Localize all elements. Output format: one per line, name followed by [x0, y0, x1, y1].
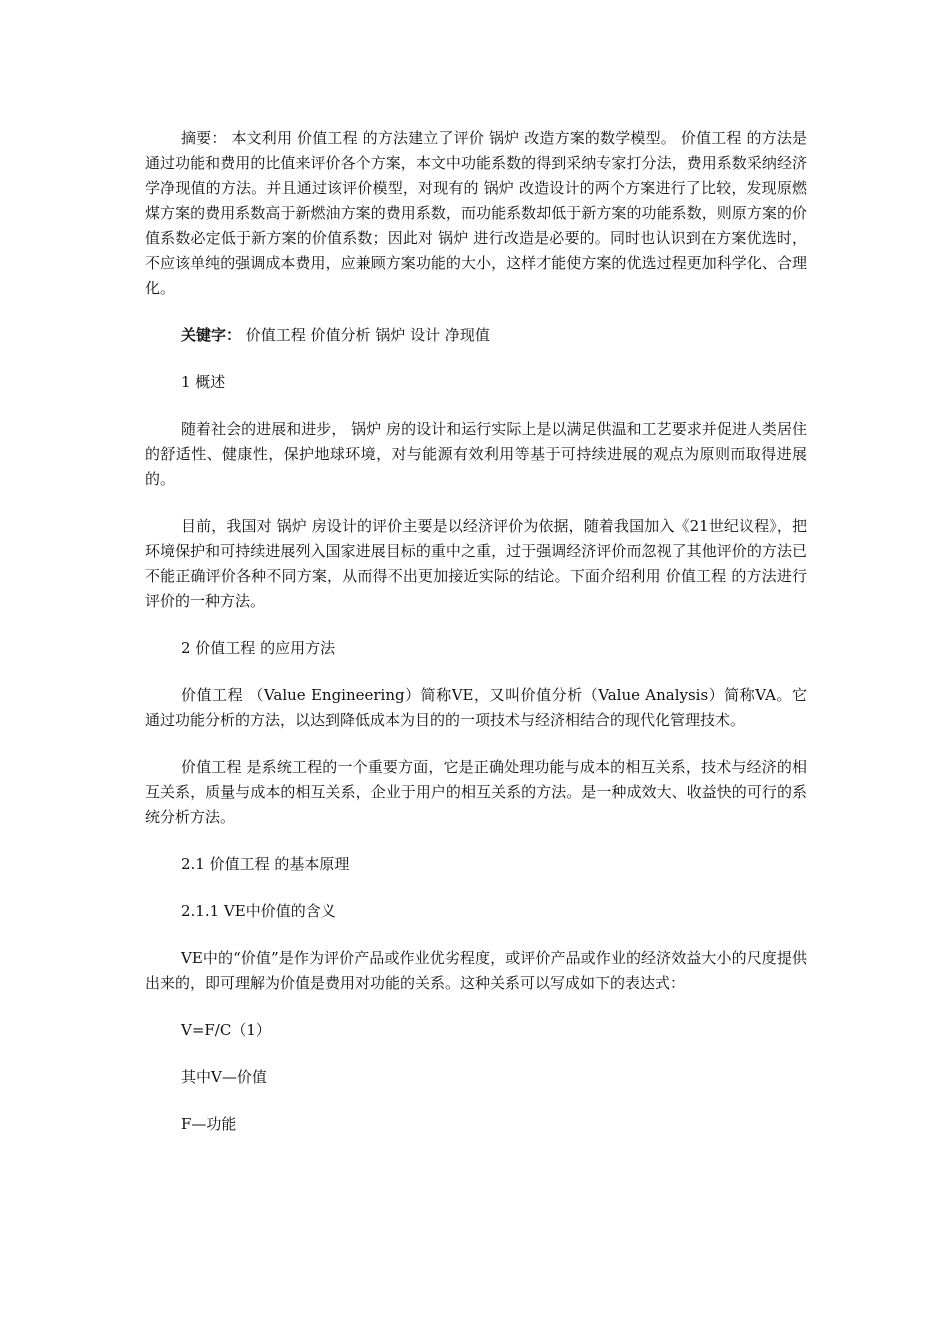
section-1-paragraph-1: 随着社会的进展和进步， 锅炉 房的设计和运行实际上是以满足供温和工艺要求并促进人类居住的舒适性、健康性，保护地球环境，对与能源有效利用等基于可持续进展的观点为原则而取得进展的。 [145, 420, 807, 488]
abstract-label: 摘要： [181, 129, 227, 147]
section-2-paragraph-1: 价值工程 （Value Engineering）简称VE，又叫价值分析（Value Analysis）简称VA。它通过功能分析的方法，以达到降低成本为目的的一项技术与经济相结合的现代化管理技术。 [145, 686, 807, 729]
section-2-paragraph-2: 价值工程 是系统工程的一个重要方面，它是正确处理功能与成本的相互关系，技术与经济的相互关系，质量与成本的相互关系，企业于用户的相互关系的方法。是一种成效大、收益快的可行的系统分析方法。 [145, 758, 807, 826]
keywords-label: 关键字： [181, 326, 242, 344]
section-2-1-title: 2.1 价值工程 的基本原理 [181, 855, 350, 873]
value-formula: V=F/C（1） [181, 1021, 271, 1039]
document-page [145, 126, 807, 1159]
definition-v: 其中V—价值 [181, 1068, 267, 1086]
keywords-text: 价值工程 价值分析 锅炉 设计 净现值 [241, 326, 490, 344]
section-2-1-1-title: 2.1.1 VE中价值的含义 [181, 902, 336, 920]
abstract-paragraph [145, 126, 807, 301]
keywords-line [145, 323, 807, 348]
section-1-title: 1 概述 [181, 373, 226, 391]
abstract-text: 本文利用 价值工程 的方法建立了评价 锅炉 改造方案的数学模型。 价值工程 的方法是通过功能和费用的比值来评价各个方案，本文中功能系数的得到采纳专家打分法，费用系数采纳经济学净现值的方法。并且通过该评价模型，对现有的 锅炉 改造设计的两个方案进行了比较，发现原燃煤方案的费用系数高于新燃油方案的费用系数，而功能系数却低于新方案的功能系数，则原方案的价值系数必定低于新方案的价值系数；因此对 锅炉 进行改造是必要的。同时也认识到在方案优选时，不应该单纯的强调成本费用，应兼顾方案功能的大小，这样才能使方案的优选过程更加科学化、合理化。 [145, 129, 807, 297]
section-2-title: 2 价值工程 的应用方法 [181, 639, 336, 657]
definition-f: F—功能 [181, 1115, 237, 1133]
section-2-1-1-paragraph: VE中的“价值”是作为评价产品或作业优劣程度，或评价产品或作业的经济效益大小的尺度提供出来的，即可理解为价值是费用对功能的关系。这种关系可以写成如下的表达式： [145, 949, 807, 992]
section-1-paragraph-2: 目前，我国对 锅炉 房设计的评价主要是以经济评价为依据，随着我国加入《21世纪议程》，把环境保护和可持续进展列入国家进展目标的重中之重，过于强调经济评价而忽视了其他评价的方法已不能正确评价各种不同方案，从而得不出更加接近实际的结论。下面介绍利用 价值工程 的方法进行评价的一种方法。 [145, 517, 807, 610]
